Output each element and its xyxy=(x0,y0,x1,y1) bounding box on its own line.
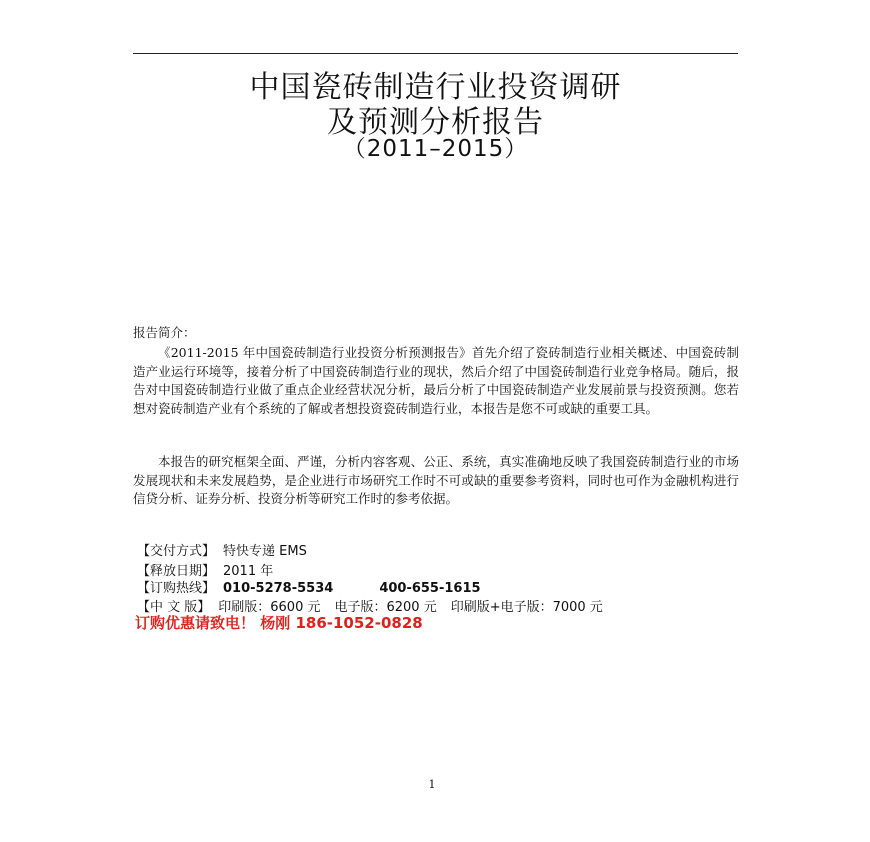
order-hotline-number-1: 010-5278-5534 xyxy=(223,581,334,596)
intro-paragraph-2: 本报告的研究框架全面、严谨，分析内容客观、公正、系统，真实准确地反映了我国瓷砖制造行业的市场发展现状和未来发展趋势，是企业进行市场研究工作时不可或缺的重要参考资料，同时也可作为金融机构进行信贷分析、证券分析、投资分析等研究工作时的参考依据。 xyxy=(133,454,739,507)
report-title-line-2: 及预测分析报告 xyxy=(327,105,544,140)
edition-label: 【中 文 版】 xyxy=(137,600,211,615)
order-hotline-number-2: 400-655-1615 xyxy=(379,581,481,596)
order-hotline-label: 【订购热线】 xyxy=(137,581,216,596)
electronic-edition-price: 电子版：6200 元 xyxy=(334,600,437,615)
order-hotline-line xyxy=(137,580,481,598)
order-contact-line: 订购优惠请致电！ 杨刚 186-1052-0828 xyxy=(135,614,423,632)
release-date-label: 【释放日期】 xyxy=(137,564,216,579)
report-title-years: （2011–2015） xyxy=(342,136,529,162)
delivery-method-line xyxy=(137,543,307,561)
delivery-method-value: 特快专递 EMS xyxy=(223,544,307,559)
release-date-line xyxy=(137,563,273,581)
release-date-value: 2011 年 xyxy=(223,564,274,579)
report-title-line-1: 中国瓷砖制造行业投资调研 xyxy=(249,70,622,105)
intro-label: 报告简介： xyxy=(133,325,196,340)
delivery-method-label: 【交付方式】 xyxy=(137,544,216,559)
intro-paragraph-1: 《2011-2015 年中国瓷砖制造行业投资分析预测报告》首先介绍了瓷砖制造行业相关概述、中国瓷砖制造产业运行环境等，接着分析了中国瓷砖制造行业的现状，然后介绍了中国瓷砖制造行业竞争格局。随后，报告对中国瓷砖制造行业做了重点企业经营状况分析，最后分析了中国瓷砖制造产业发展前景与投资预测。您若想对瓷砖制造产业有个系统的了解或者想投资瓷砖制造行业，本报告是您不可或缺的重要工具。 xyxy=(133,345,739,416)
combined-edition-price: 印刷版+电子版：7000 元 xyxy=(450,600,603,615)
header-rule xyxy=(133,53,738,54)
print-edition-price: 印刷版：6600 元 xyxy=(218,600,321,615)
page-number: 1 xyxy=(428,778,436,791)
